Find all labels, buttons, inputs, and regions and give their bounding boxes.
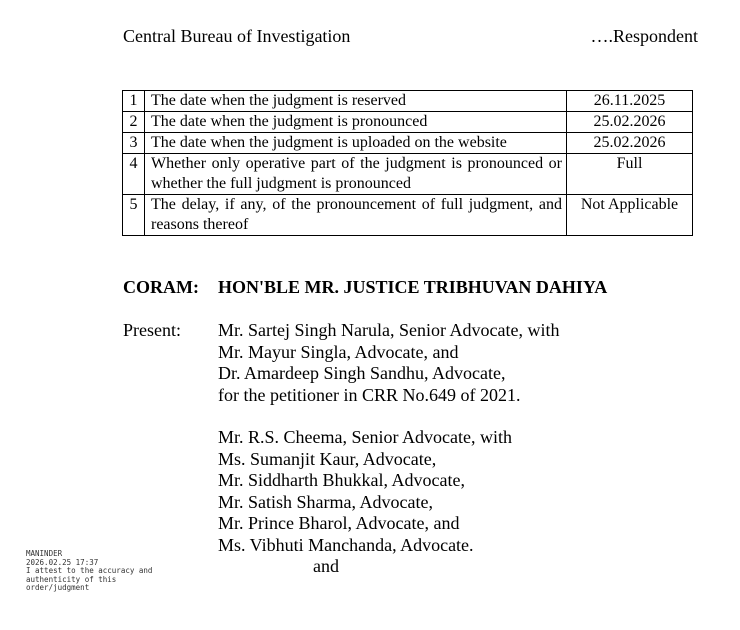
row-answer: 25.02.2026 — [567, 133, 693, 154]
stamp-line: 2026.02.25 17:37 — [26, 557, 99, 567]
respondent-role: ….Respondent — [590, 26, 698, 46]
stamp-line: MANINDER — [26, 549, 63, 558]
stamp-line: authenticity of this — [26, 574, 117, 584]
petitioner-counsel-list — [218, 320, 559, 406]
judgment-details-table — [122, 90, 693, 236]
digital-signature-stamp — [26, 550, 166, 593]
stamp-line: I attest to the accuracy and — [26, 566, 153, 576]
and-connector: and — [313, 556, 339, 576]
row-question: The delay, if any, of the pronouncement of full judgment, and reasons thereof — [145, 195, 567, 236]
table-row — [123, 112, 693, 133]
coram-judge: HON'BLE MR. JUSTICE TRIBHUVAN DAHIYA — [218, 277, 608, 297]
counsel-line: Ms. Sumanjit Kaur, Advocate, — [218, 448, 437, 469]
counsel-line: Mr. Satish Sharma, Advocate, — [218, 491, 433, 512]
coram-label: CORAM: — [123, 277, 199, 297]
counsel-line: Mr. Prince Bharol, Advocate, and — [218, 513, 460, 533]
row-number: 1 — [123, 91, 145, 112]
counsel-line: Ms. Vibhuti Manchanda, Advocate. — [218, 534, 474, 555]
counsel-line: Mr. Sartej Singh Narula, Senior Advocate, with — [218, 320, 560, 340]
row-answer: 26.11.2025 — [567, 91, 693, 112]
table-row — [123, 91, 693, 112]
counsel-line: Mr. R.S. Cheema, Senior Advocate, with — [218, 427, 512, 447]
row-number: 3 — [123, 133, 145, 154]
table-row — [123, 133, 693, 154]
row-answer: 25.02.2026 — [567, 112, 693, 133]
row-answer: Full — [567, 154, 693, 195]
present-label: Present: — [123, 320, 181, 340]
respondent-name: Central Bureau of Investigation — [123, 26, 351, 46]
row-question: The date when the judgment is reserved — [145, 91, 567, 112]
row-question: The date when the judgment is pronounced — [145, 112, 567, 133]
parties-line — [123, 26, 698, 48]
row-number: 4 — [123, 154, 145, 195]
row-question: Whether only operative part of the judgment is pronounced or whether the full judgment is pronounced — [145, 154, 567, 195]
counsel-line: Mr. Siddharth Bhukkal, Advocate, — [218, 470, 465, 490]
row-question: The date when the judgment is uploaded on the website — [145, 133, 567, 154]
table-row — [123, 195, 693, 236]
counsel-line: Mr. Mayur Singla, Advocate, and — [218, 341, 459, 362]
counsel-line: Dr. Amardeep Singh Sandhu, Advocate, — [218, 363, 506, 383]
row-answer: Not Applicable — [567, 195, 693, 236]
stamp-line: order/judgment — [26, 583, 90, 593]
table-row — [123, 154, 693, 195]
row-number: 5 — [123, 195, 145, 236]
row-number: 2 — [123, 112, 145, 133]
counsel-line: for the petitioner in CRR No.649 of 2021. — [218, 384, 521, 405]
second-counsel-list — [218, 427, 512, 556]
